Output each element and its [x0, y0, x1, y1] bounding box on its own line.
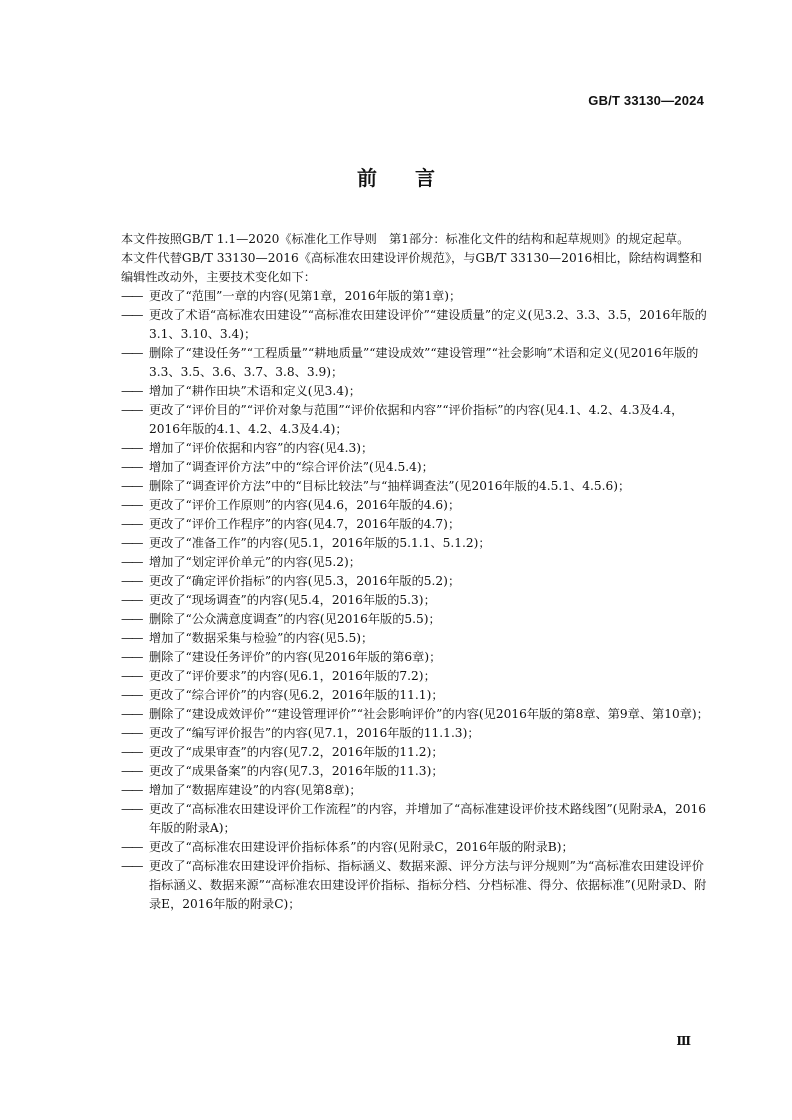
change-item-text: 增加了“数据库建设”的内容(见第8章)； — [149, 783, 362, 797]
change-item-text: 删除了“公众满意度调查”的内容(见2016年版的5.5)； — [149, 612, 441, 626]
page-title — [0, 162, 792, 191]
change-item-text: 删除了“建设任务”“工程质量”“耕地质量”“建设成效”“建设管理”“社会影响”术语和定义(见2016年版的3.3、3.5、3.6、3.7、3.8、3.9)； — [149, 346, 699, 379]
change-item-text: 更改了“成果审查”的内容(见7.2，2016年版的11.2)； — [149, 745, 444, 759]
change-item-text: 增加了“评价依据和内容”的内容(见4.3)； — [149, 441, 374, 455]
change-item — [121, 724, 711, 743]
dash-marker: —— — [121, 745, 142, 759]
change-item-text: 增加了“数据采集与检验”的内容(见5.5)； — [149, 631, 374, 645]
dash-marker: —— — [121, 669, 142, 683]
change-item-text: 更改了“评价要求”的内容(见6.1，2016年版的7.2)； — [149, 669, 436, 683]
change-item — [121, 306, 711, 344]
intro-paragraph-2: 本文件代替GB/T 33130—2016《高标准农田建设评价规范》，与GB/T 33130—2016相比，除结构调整和编辑性改动外，主要技术变化如下： — [121, 251, 702, 284]
page-number: Ⅲ — [676, 1034, 691, 1048]
change-item — [121, 287, 711, 306]
change-item — [121, 705, 711, 724]
dash-marker: —— — [121, 403, 142, 417]
change-item-text: 删除了“建设成效评价”“建设管理评价”“社会影响评价”的内容(见2016年版的第8章、第9章、第10章)； — [149, 707, 709, 721]
change-item-text: 更改了“评价工作程序”的内容(见4.7，2016年版的4.7)； — [149, 517, 461, 531]
change-item — [121, 838, 711, 857]
title-char-2: 言 — [415, 166, 435, 190]
change-item-text: 更改了“高标准农田建设评价指标体系”的内容(见附录C，2016年版的附录B)； — [149, 840, 574, 854]
change-item — [121, 534, 711, 553]
dash-marker: —— — [121, 707, 142, 721]
change-item — [121, 762, 711, 781]
dash-marker: —— — [121, 802, 142, 816]
change-item — [121, 591, 711, 610]
title-char-1: 前 — [357, 166, 377, 190]
change-item — [121, 572, 711, 591]
change-item — [121, 344, 711, 382]
change-item — [121, 648, 711, 667]
dash-marker: —— — [121, 308, 142, 322]
dash-marker: —— — [121, 346, 142, 360]
dash-marker: —— — [121, 384, 142, 398]
change-item — [121, 401, 711, 439]
change-item-text: 更改了“确定评价指标”的内容(见5.3，2016年版的5.2)； — [149, 574, 461, 588]
dash-marker: —— — [121, 536, 142, 550]
dash-marker: —— — [121, 517, 142, 531]
change-item-text: 更改了“现场调查”的内容(见5.4，2016年版的5.3)； — [149, 593, 436, 607]
dash-marker: —— — [121, 479, 142, 493]
change-item-text: 更改了“编写评价报告”的内容(见7.1，2016年版的11.1.3)； — [149, 726, 480, 740]
change-item — [121, 477, 711, 496]
dash-marker: —— — [121, 688, 142, 702]
dash-marker: —— — [121, 840, 142, 854]
change-item — [121, 857, 711, 914]
change-item-text: 删除了“建设任务评价”的内容(见2016年版的第6章)； — [149, 650, 442, 664]
intro-paragraph-1: 本文件按照GB/T 1.1—2020《标准化工作导则 第1部分：标准化文件的结构和起草规则》的规定起草。 — [121, 232, 690, 246]
change-list — [121, 287, 711, 914]
change-item-text: 更改了“准备工作”的内容(见5.1，2016年版的5.1.1、5.1.2)； — [149, 536, 491, 550]
dash-marker: —— — [121, 441, 142, 455]
dash-marker: —— — [121, 574, 142, 588]
change-item — [121, 553, 711, 572]
change-item-text: 更改了“高标准农田建设评价指标、指标涵义、数据来源、评分方法与评分规则”为“高标准农田建设评价指标涵义、数据来源”“高标准农田建设评价指标、指标分档、分档标准、得分、依据标准”(见附录D、附录E，2016年版的附录C)； — [149, 859, 707, 911]
change-item — [121, 743, 711, 762]
dash-marker: —— — [121, 593, 142, 607]
change-item-text: 更改了“评价工作原则”的内容(见4.6，2016年版的4.6)； — [149, 498, 461, 512]
change-item-text: 增加了“划定评价单元”的内容(见5.2)； — [149, 555, 361, 569]
dash-marker: —— — [121, 498, 142, 512]
change-item — [121, 458, 711, 477]
change-item — [121, 496, 711, 515]
change-item — [121, 800, 711, 838]
dash-marker: —— — [121, 460, 142, 474]
change-item-text: 更改了“综合评价”的内容(见6.2，2016年版的11.1)； — [149, 688, 444, 702]
dash-marker: —— — [121, 859, 142, 873]
change-item-text: 更改了术语“高标准农田建设”“高标准农田建设评价”“建设质量”的定义(见3.2、3.3、3.5，2016年版的3.1、3.10、3.4)； — [149, 308, 707, 341]
change-item — [121, 667, 711, 686]
dash-marker: —— — [121, 289, 142, 303]
change-item-text: 增加了“调查评价方法”中的“综合评价法”(见4.5.4)； — [149, 460, 434, 474]
document-body — [121, 230, 711, 914]
change-item — [121, 686, 711, 705]
standard-code: GB/T 33130—2024 — [588, 93, 704, 108]
change-item-text: 更改了“高标准农田建设评价工作流程”的内容，并增加了“高标准建设评价技术路线图”(见附录A，2016年版的附录A)； — [149, 802, 706, 835]
change-item — [121, 629, 711, 648]
change-item — [121, 610, 711, 629]
dash-marker: —— — [121, 783, 142, 797]
change-item — [121, 439, 711, 458]
dash-marker: —— — [121, 612, 142, 626]
change-item-text: 更改了“范围”一章的内容(见第1章，2016年版的第1章)； — [149, 289, 462, 303]
dash-marker: —— — [121, 764, 142, 778]
change-item — [121, 515, 711, 534]
dash-marker: —— — [121, 650, 142, 664]
change-item — [121, 781, 711, 800]
change-item-text: 更改了“成果备案”的内容(见7.3，2016年版的11.3)； — [149, 764, 444, 778]
dash-marker: —— — [121, 726, 142, 740]
change-item — [121, 382, 711, 401]
dash-marker: —— — [121, 631, 142, 645]
change-item-text: 更改了“评价目的”“评价对象与范围”“评价依据和内容”“评价指标”的内容(见4.1、4.2、4.3及4.4，2016年版的4.1、4.2、4.3及4.4)； — [149, 403, 684, 436]
dash-marker: —— — [121, 555, 142, 569]
change-item-text: 增加了“耕作田块”术语和定义(见3.4)； — [149, 384, 361, 398]
change-item-text: 删除了“调查评价方法”中的“目标比较法”与“抽样调查法”(见2016年版的4.5.1、4.5.6)； — [149, 479, 631, 493]
